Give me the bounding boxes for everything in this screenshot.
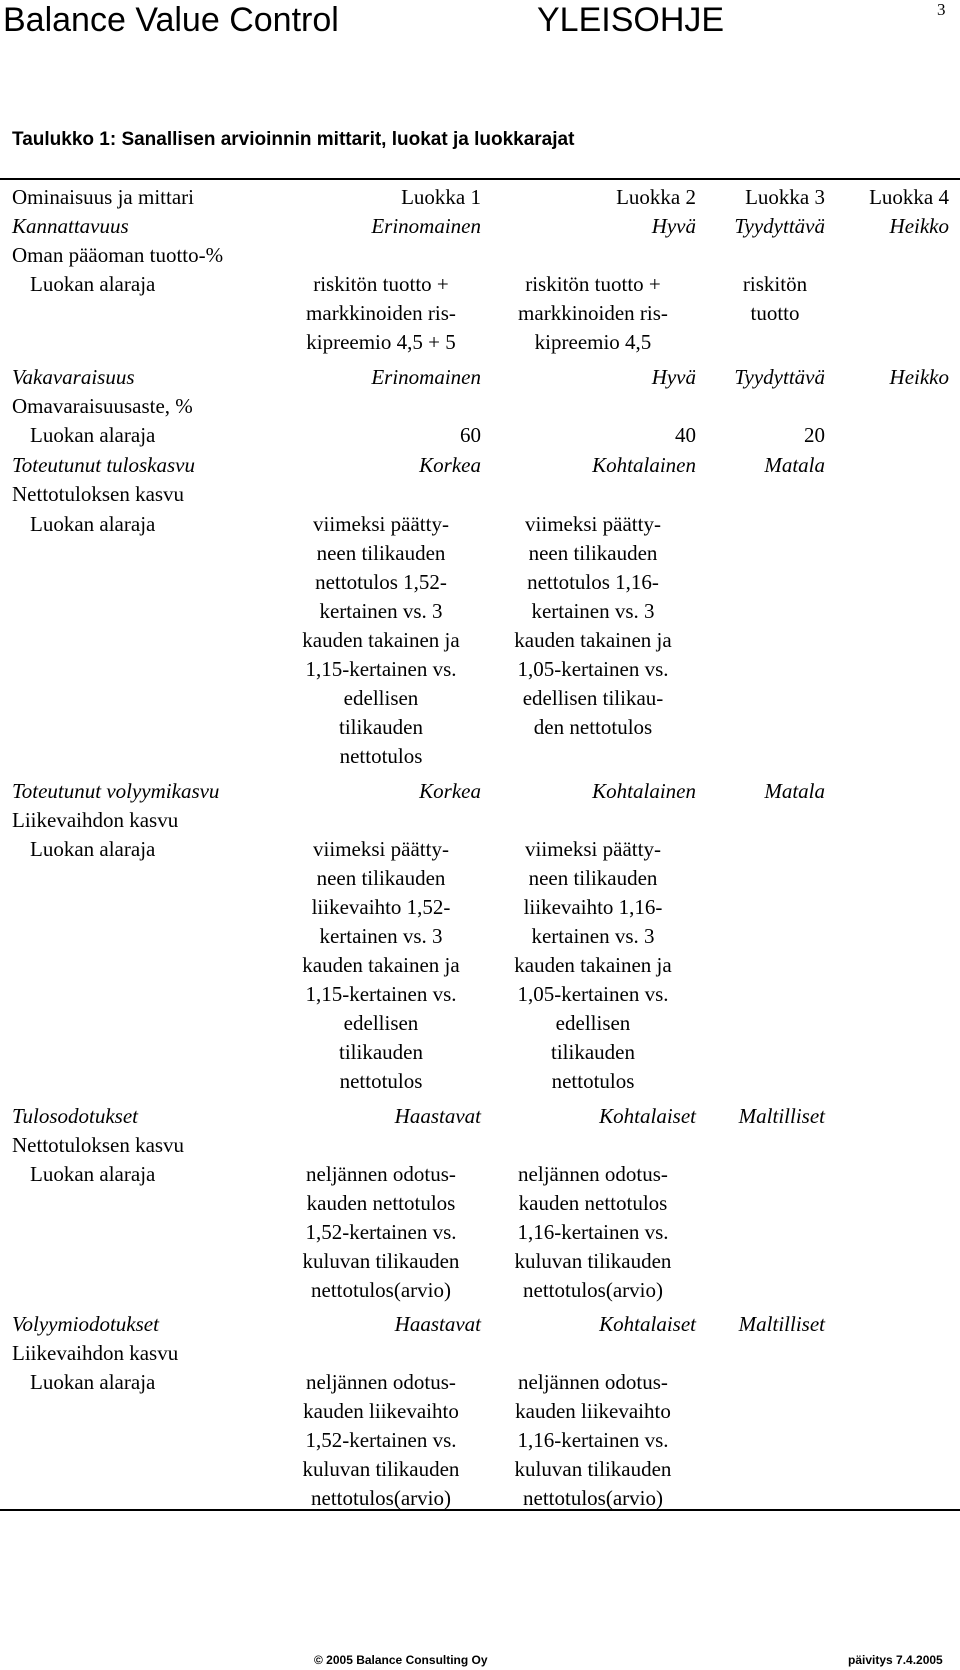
document-title: YLEISOHJE bbox=[537, 1, 725, 39]
threshold-label: Luokan alaraja bbox=[30, 837, 156, 861]
threshold-class-3: 20 bbox=[804, 423, 825, 447]
page-footer bbox=[0, 1651, 960, 1670]
class-4-label: Heikko bbox=[889, 214, 949, 238]
threshold-class-2: 40 bbox=[675, 423, 696, 447]
class-2-label: Kohtalainen bbox=[592, 779, 696, 803]
class-1-label: Korkea bbox=[419, 453, 481, 477]
class-3-label: Maltilliset bbox=[738, 1312, 825, 1336]
category-label: Toteutunut volyymikasvu bbox=[12, 779, 220, 803]
column-header-class-1: Luokka 1 bbox=[401, 185, 481, 209]
metric-label: Omavaraisuusaste, % bbox=[12, 394, 193, 418]
threshold-label: Luokan alaraja bbox=[30, 423, 156, 447]
class-3-label: Matala bbox=[764, 453, 825, 477]
threshold-label: Luokan alaraja bbox=[30, 1370, 156, 1394]
metric-label: Nettotuloksen kasvu bbox=[12, 1133, 185, 1157]
threshold-class-1: riskitön tuotto + markkinoiden ris- kipreemio 4,5 + 5 bbox=[306, 272, 456, 354]
class-2-label: Kohtalainen bbox=[592, 453, 696, 477]
threshold-class-1: viimeksi päätty- neen tilikauden nettotulos 1,52- kertainen vs. 3 kauden takainen ja 1,15-kertainen vs. edellisen tilikauden nettotulos bbox=[302, 512, 460, 768]
metric-label: Nettotuloksen kasvu bbox=[12, 482, 185, 506]
class-3-label: Tyydyttävä bbox=[734, 365, 825, 389]
class-4-label: Heikko bbox=[889, 365, 949, 389]
class-2-label: Hyvä bbox=[651, 214, 696, 238]
company-title: Balance Value Control bbox=[3, 1, 339, 39]
footer-copyright: © 2005 Balance Consulting Oy bbox=[314, 1653, 488, 1667]
threshold-label: Luokan alaraja bbox=[30, 272, 156, 296]
category-label: Kannattavuus bbox=[12, 214, 129, 238]
class-3-label: Matala bbox=[764, 779, 825, 803]
category-label: Vakavaraisuus bbox=[12, 365, 135, 389]
column-header-property: Ominaisuus ja mittari bbox=[12, 185, 194, 209]
threshold-class-1: 60 bbox=[460, 423, 481, 447]
metric-label: Liikevaihdon kasvu bbox=[12, 808, 179, 832]
class-2-label: Kohtalaiset bbox=[599, 1312, 696, 1336]
threshold-class-2: viimeksi päätty- neen tilikauden liikevaihto 1,16- kertainen vs. 3 kauden takainen ja 1,05-kertainen vs. edellisen tilikauden nettotulos bbox=[514, 837, 672, 1093]
class-2-label: Kohtalaiset bbox=[599, 1104, 696, 1128]
threshold-class-3: riskitön tuotto bbox=[742, 272, 808, 325]
class-2-label: Hyvä bbox=[651, 365, 696, 389]
threshold-label: Luokan alaraja bbox=[30, 512, 156, 536]
class-3-label: Tyydyttävä bbox=[734, 214, 825, 238]
class-3-label: Maltilliset bbox=[738, 1104, 825, 1128]
threshold-class-2: neljännen odotus- kauden liikevaihto 1,16-kertainen vs. kuluvan tilikauden nettotulos(arvio) bbox=[514, 1370, 672, 1510]
class-1-label: Korkea bbox=[419, 779, 481, 803]
table-top-rule bbox=[0, 178, 960, 180]
threshold-class-2: viimeksi päätty- neen tilikauden nettotulos 1,16- kertainen vs. 3 kauden takainen ja 1,05-kertainen vs. edellisen tilikau- den nettotulos bbox=[514, 512, 672, 739]
class-1-label: Erinomainen bbox=[371, 365, 481, 389]
metric-label: Oman pääoman tuotto-% bbox=[12, 243, 224, 267]
threshold-class-2: neljännen odotus- kauden nettotulos 1,16-kertainen vs. kuluvan tilikauden nettotulos(arvio) bbox=[514, 1162, 672, 1302]
column-header-class-3: Luokka 3 bbox=[745, 185, 825, 209]
page-header bbox=[0, 0, 960, 48]
threshold-class-1: viimeksi päätty- neen tilikauden liikevaihto 1,52- kertainen vs. 3 kauden takainen ja 1,15-kertainen vs. edellisen tilikauden nettotulos bbox=[302, 837, 460, 1093]
page-number: 3 bbox=[937, 0, 946, 19]
column-header-class-2: Luokka 2 bbox=[616, 185, 696, 209]
category-label: Tulosodotukset bbox=[12, 1104, 139, 1128]
class-1-label: Haastavat bbox=[394, 1312, 481, 1336]
class-1-label: Haastavat bbox=[394, 1104, 481, 1128]
category-label: Volyymiodotukset bbox=[12, 1312, 159, 1336]
footer-update-date: päivitys 7.4.2005 bbox=[848, 1653, 943, 1667]
column-header-class-4: Luokka 4 bbox=[869, 185, 949, 209]
threshold-class-2: riskitön tuotto + markkinoiden ris- kipreemio 4,5 bbox=[518, 272, 668, 354]
metric-label: Liikevaihdon kasvu bbox=[12, 1341, 179, 1365]
class-1-label: Erinomainen bbox=[371, 214, 481, 238]
category-label: Toteutunut tuloskasvu bbox=[12, 453, 195, 477]
threshold-class-1: neljännen odotus- kauden nettotulos 1,52-kertainen vs. kuluvan tilikauden nettotulos(arvio) bbox=[302, 1162, 460, 1302]
threshold-class-1: neljännen odotus- kauden liikevaihto 1,52-kertainen vs. kuluvan tilikauden nettotulos(arvio) bbox=[302, 1370, 460, 1510]
table-caption: Taulukko 1: Sanallisen arvioinnin mittarit, luokat ja luokkarajat bbox=[12, 129, 575, 150]
threshold-label: Luokan alaraja bbox=[30, 1162, 156, 1186]
